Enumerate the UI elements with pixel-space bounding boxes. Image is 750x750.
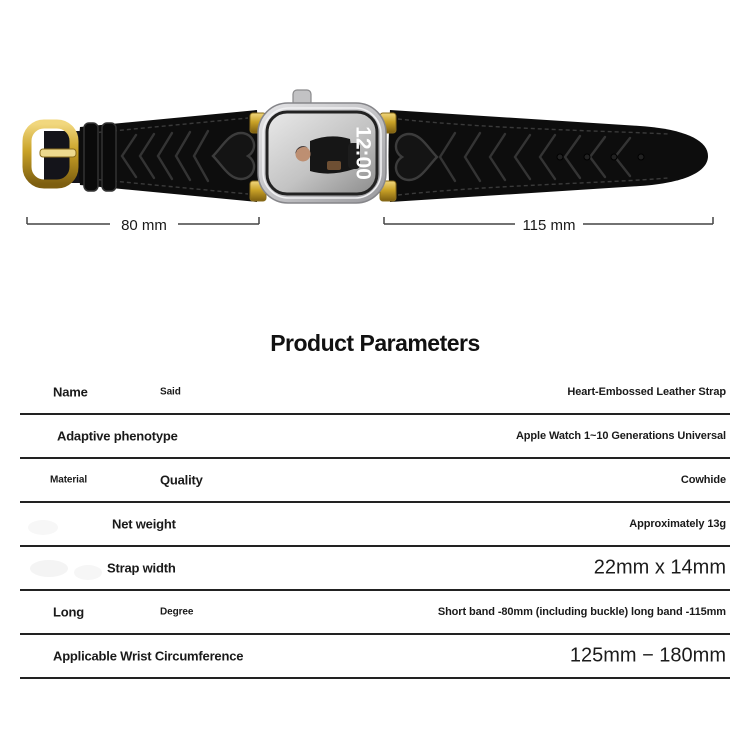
watch-time: 12:00 (351, 126, 375, 180)
row-value: 22mm x 14mm (593, 556, 726, 579)
row-value: 125mm − 180mm (569, 644, 726, 667)
table-row-name (20, 371, 730, 415)
row-value: Approximately 13g (629, 518, 726, 530)
strap-keeper (84, 123, 98, 191)
row-value: Cowhide (680, 474, 726, 486)
table-row-length (20, 591, 730, 635)
row-sublabel: Material (50, 474, 87, 486)
row-value: Heart-Embossed Leather Strap (567, 386, 726, 398)
row-label: Applicable Wrist Circumference (53, 648, 244, 664)
long-band-dimension-label: 115 mm (522, 217, 576, 234)
product-photo (0, 75, 750, 245)
long-band (389, 110, 709, 202)
short-band (27, 110, 259, 202)
row-sublabel: Degree (160, 606, 194, 618)
table-row-net-weight (20, 503, 730, 547)
row-label: Name (53, 384, 88, 400)
table-row-material (20, 459, 730, 503)
strap-keeper (102, 123, 116, 191)
apple-watch (258, 90, 386, 203)
short-band-dimension-label: 80 mm (121, 217, 167, 234)
parameters-table (20, 371, 730, 679)
row-label: Strap width (107, 560, 176, 576)
buckle-pin (40, 149, 76, 157)
row-label: Net weight (112, 516, 176, 532)
row-sublabel: Said (160, 386, 181, 398)
row-label: Long (53, 604, 84, 620)
row-value: Apple Watch 1~10 Generations Universal (515, 430, 726, 442)
table-row-strap-width (20, 547, 730, 591)
row-label: Quality (160, 472, 203, 488)
table-row-wrist-circumference (20, 635, 730, 679)
table-row-adaptive-phenotype (20, 415, 730, 459)
section-title: Product Parameters (270, 330, 480, 356)
row-value: Short band -80mm (including buckle) long band -115mm (437, 606, 726, 618)
row-label: Adaptive phenotype (57, 428, 178, 444)
